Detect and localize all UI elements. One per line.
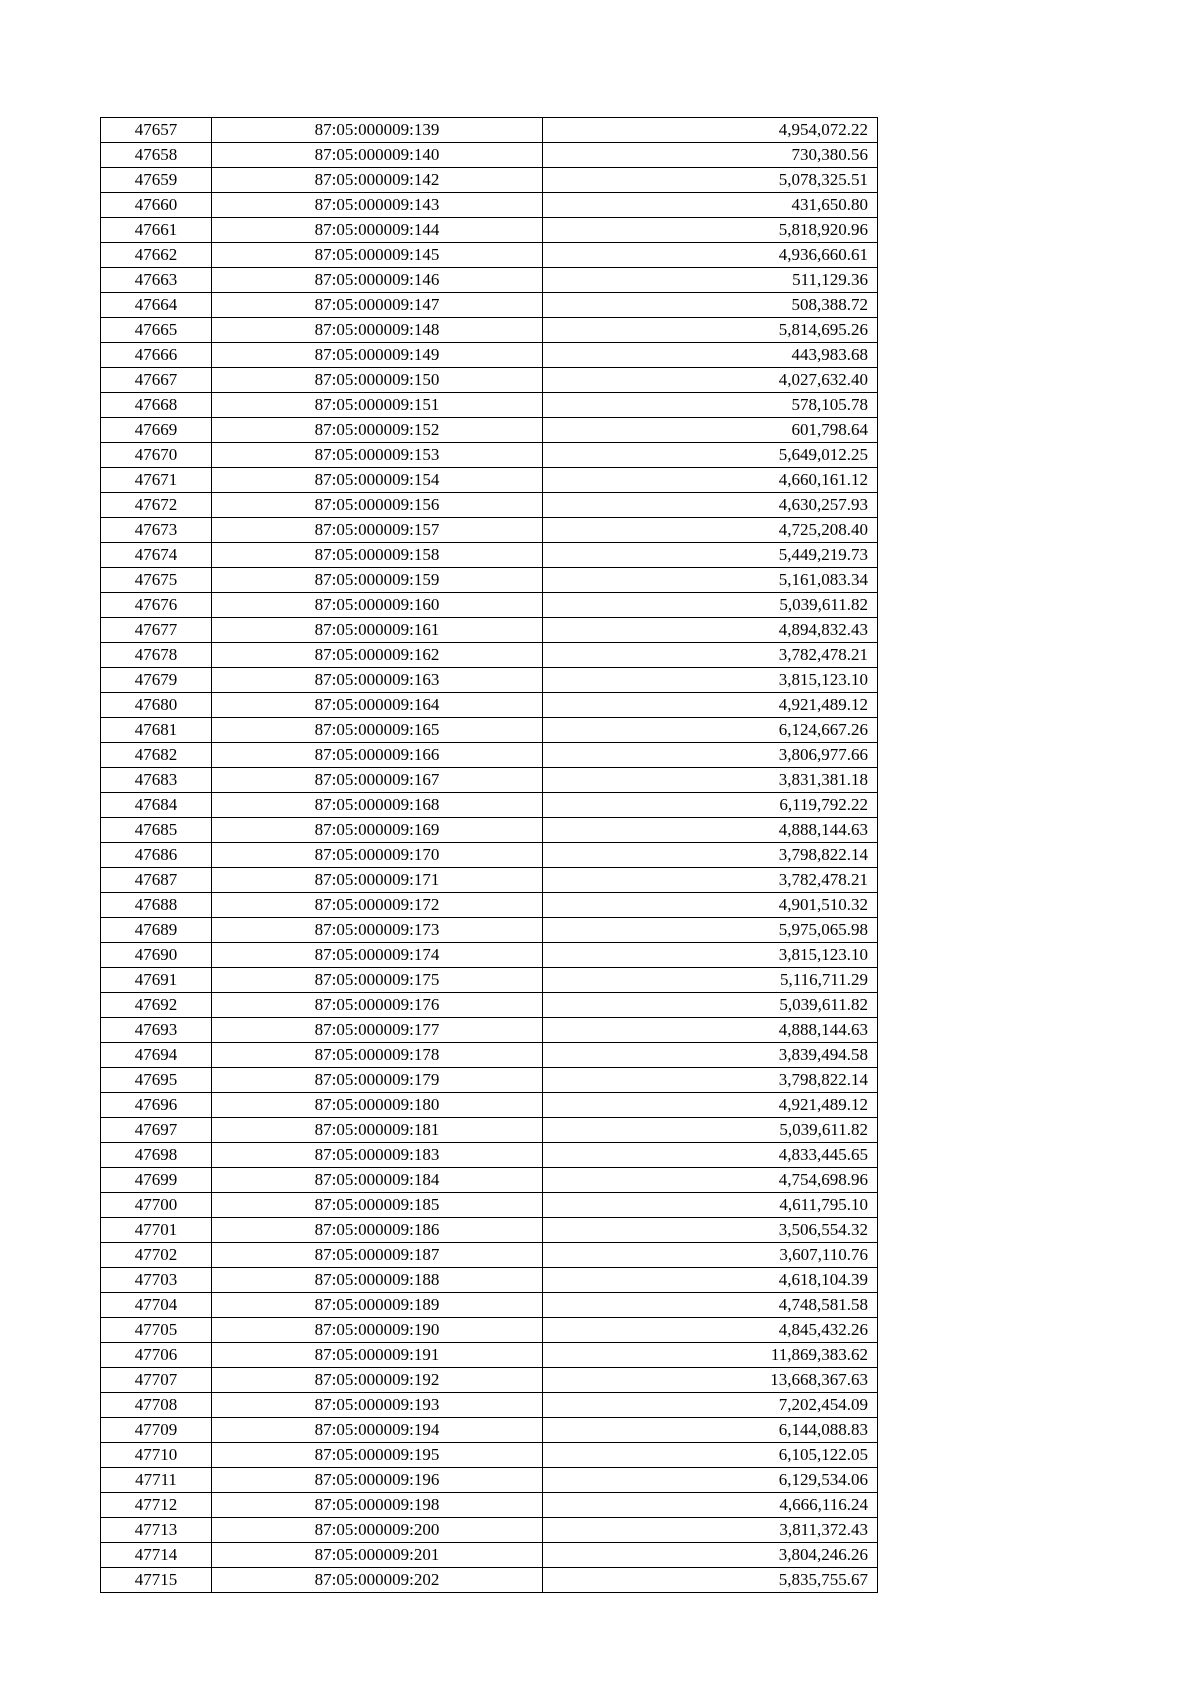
cadastral-number-cell: 87:05:000009:161 xyxy=(212,618,543,643)
row-number-cell: 47664 xyxy=(101,293,212,318)
cadastral-number-cell: 87:05:000009:177 xyxy=(212,1018,543,1043)
table-row xyxy=(101,1543,878,1568)
cadastral-value-cell: 4,888,144.63 xyxy=(543,818,878,843)
cadastral-value-cell: 4,894,832.43 xyxy=(543,618,878,643)
table-row xyxy=(101,793,878,818)
table-row xyxy=(101,1443,878,1468)
table-row xyxy=(101,1218,878,1243)
cadastral-number-cell: 87:05:000009:145 xyxy=(212,243,543,268)
cadastral-number-cell: 87:05:000009:153 xyxy=(212,443,543,468)
cadastral-number-cell: 87:05:000009:144 xyxy=(212,218,543,243)
row-number-cell: 47693 xyxy=(101,1018,212,1043)
cadastral-number-cell: 87:05:000009:179 xyxy=(212,1068,543,1093)
cadastral-value-cell: 4,921,489.12 xyxy=(543,1093,878,1118)
cadastral-number-cell: 87:05:000009:189 xyxy=(212,1293,543,1318)
row-number-cell: 47680 xyxy=(101,693,212,718)
row-number-cell: 47695 xyxy=(101,1068,212,1093)
cadastral-number-cell: 87:05:000009:184 xyxy=(212,1168,543,1193)
row-number-cell: 47711 xyxy=(101,1468,212,1493)
cadastral-number-cell: 87:05:000009:202 xyxy=(212,1568,543,1593)
table-row xyxy=(101,743,878,768)
row-number-cell: 47687 xyxy=(101,868,212,893)
cadastral-value-cell: 3,782,478.21 xyxy=(543,868,878,893)
cadastral-number-cell: 87:05:000009:195 xyxy=(212,1443,543,1468)
cadastral-value-cell: 7,202,454.09 xyxy=(543,1393,878,1418)
row-number-cell: 47701 xyxy=(101,1218,212,1243)
cadastral-value-cell: 4,660,161.12 xyxy=(543,468,878,493)
cadastral-number-cell: 87:05:000009:159 xyxy=(212,568,543,593)
cadastral-value-cell: 4,618,104.39 xyxy=(543,1268,878,1293)
cadastral-value-cell: 3,782,478.21 xyxy=(543,643,878,668)
row-number-cell: 47673 xyxy=(101,518,212,543)
cadastral-number-cell: 87:05:000009:140 xyxy=(212,143,543,168)
cadastral-number-cell: 87:05:000009:165 xyxy=(212,718,543,743)
cadastral-value-cell: 5,039,611.82 xyxy=(543,993,878,1018)
cadastral-number-cell: 87:05:000009:193 xyxy=(212,1393,543,1418)
row-number-cell: 47659 xyxy=(101,168,212,193)
row-number-cell: 47668 xyxy=(101,393,212,418)
cadastral-number-cell: 87:05:000009:178 xyxy=(212,1043,543,1068)
cadastral-value-cell: 5,835,755.67 xyxy=(543,1568,878,1593)
table-row xyxy=(101,1093,878,1118)
row-number-cell: 47708 xyxy=(101,1393,212,1418)
table-row xyxy=(101,1068,878,1093)
row-number-cell: 47672 xyxy=(101,493,212,518)
row-number-cell: 47662 xyxy=(101,243,212,268)
cadastral-value-cell: 4,954,072.22 xyxy=(543,118,878,143)
cadastral-value-cell: 4,833,445.65 xyxy=(543,1143,878,1168)
cadastral-value-cell: 6,129,534.06 xyxy=(543,1468,878,1493)
cadastral-number-cell: 87:05:000009:180 xyxy=(212,1093,543,1118)
table-row xyxy=(101,643,878,668)
table-row xyxy=(101,943,878,968)
cadastral-number-cell: 87:05:000009:150 xyxy=(212,368,543,393)
cadastral-number-cell: 87:05:000009:151 xyxy=(212,393,543,418)
row-number-cell: 47698 xyxy=(101,1143,212,1168)
cadastral-value-cell: 4,936,660.61 xyxy=(543,243,878,268)
cadastral-number-cell: 87:05:000009:174 xyxy=(212,943,543,968)
cadastral-value-cell: 511,129.36 xyxy=(543,268,878,293)
cadastral-number-cell: 87:05:000009:185 xyxy=(212,1193,543,1218)
table-row xyxy=(101,493,878,518)
cadastral-value-cell: 11,869,383.62 xyxy=(543,1343,878,1368)
row-number-cell: 47697 xyxy=(101,1118,212,1143)
cadastral-value-cell: 3,798,822.14 xyxy=(543,843,878,868)
cadastral-number-cell: 87:05:000009:158 xyxy=(212,543,543,568)
row-number-cell: 47663 xyxy=(101,268,212,293)
cadastral-number-cell: 87:05:000009:173 xyxy=(212,918,543,943)
cadastral-number-cell: 87:05:000009:167 xyxy=(212,768,543,793)
table-row xyxy=(101,1393,878,1418)
table-row xyxy=(101,1118,878,1143)
cadastral-value-cell: 4,888,144.63 xyxy=(543,1018,878,1043)
cadastral-value-cell: 5,649,012.25 xyxy=(543,443,878,468)
cadastral-value-cell: 3,798,822.14 xyxy=(543,1068,878,1093)
cadastral-value-cell: 4,725,208.40 xyxy=(543,518,878,543)
cadastral-value-cell: 5,078,325.51 xyxy=(543,168,878,193)
cadastral-number-cell: 87:05:000009:192 xyxy=(212,1368,543,1393)
cadastral-number-cell: 87:05:000009:181 xyxy=(212,1118,543,1143)
cadastral-value-cell: 4,845,432.26 xyxy=(543,1318,878,1343)
row-number-cell: 47692 xyxy=(101,993,212,1018)
cadastral-number-cell: 87:05:000009:168 xyxy=(212,793,543,818)
table-row xyxy=(101,1568,878,1593)
row-number-cell: 47675 xyxy=(101,568,212,593)
cadastral-number-cell: 87:05:000009:201 xyxy=(212,1543,543,1568)
cadastral-value-cell: 6,124,667.26 xyxy=(543,718,878,743)
cadastral-number-cell: 87:05:000009:148 xyxy=(212,318,543,343)
cadastral-number-cell: 87:05:000009:172 xyxy=(212,893,543,918)
table-row xyxy=(101,1243,878,1268)
row-number-cell: 47670 xyxy=(101,443,212,468)
row-number-cell: 47666 xyxy=(101,343,212,368)
table-row xyxy=(101,1293,878,1318)
cadastre-value-table xyxy=(100,117,878,1593)
row-number-cell: 47705 xyxy=(101,1318,212,1343)
table-row xyxy=(101,218,878,243)
cadastral-number-cell: 87:05:000009:188 xyxy=(212,1268,543,1293)
cadastral-number-cell: 87:05:000009:147 xyxy=(212,293,543,318)
cadastral-value-cell: 5,039,611.82 xyxy=(543,1118,878,1143)
row-number-cell: 47678 xyxy=(101,643,212,668)
row-number-cell: 47709 xyxy=(101,1418,212,1443)
cadastral-number-cell: 87:05:000009:171 xyxy=(212,868,543,893)
table-row xyxy=(101,918,878,943)
cadastral-value-cell: 3,506,554.32 xyxy=(543,1218,878,1243)
table-row xyxy=(101,518,878,543)
row-number-cell: 47676 xyxy=(101,593,212,618)
cadastral-value-cell: 3,804,246.26 xyxy=(543,1543,878,1568)
cadastral-number-cell: 87:05:000009:183 xyxy=(212,1143,543,1168)
cadastral-value-cell: 3,811,372.43 xyxy=(543,1518,878,1543)
cadastral-value-cell: 5,039,611.82 xyxy=(543,593,878,618)
row-number-cell: 47688 xyxy=(101,893,212,918)
table-row xyxy=(101,193,878,218)
cadastral-number-cell: 87:05:000009:187 xyxy=(212,1243,543,1268)
cadastral-value-cell: 4,901,510.32 xyxy=(543,893,878,918)
cadastral-value-cell: 5,814,695.26 xyxy=(543,318,878,343)
row-number-cell: 47707 xyxy=(101,1368,212,1393)
cadastral-number-cell: 87:05:000009:166 xyxy=(212,743,543,768)
cadastral-value-cell: 4,921,489.12 xyxy=(543,693,878,718)
table-row xyxy=(101,1368,878,1393)
row-number-cell: 47696 xyxy=(101,1093,212,1118)
table-row xyxy=(101,693,878,718)
cadastral-value-cell: 508,388.72 xyxy=(543,293,878,318)
table-row xyxy=(101,168,878,193)
table-row xyxy=(101,318,878,343)
cadastral-number-cell: 87:05:000009:154 xyxy=(212,468,543,493)
cadastral-number-cell: 87:05:000009:194 xyxy=(212,1418,543,1443)
cadastral-value-cell: 3,815,123.10 xyxy=(543,943,878,968)
row-number-cell: 47682 xyxy=(101,743,212,768)
row-number-cell: 47689 xyxy=(101,918,212,943)
table-body xyxy=(101,118,878,1593)
table-row xyxy=(101,543,878,568)
cadastral-number-cell: 87:05:000009:146 xyxy=(212,268,543,293)
row-number-cell: 47694 xyxy=(101,1043,212,1068)
cadastral-number-cell: 87:05:000009:152 xyxy=(212,418,543,443)
cadastral-value-cell: 4,630,257.93 xyxy=(543,493,878,518)
row-number-cell: 47669 xyxy=(101,418,212,443)
table-row xyxy=(101,843,878,868)
cadastral-number-cell: 87:05:000009:149 xyxy=(212,343,543,368)
table-row xyxy=(101,368,878,393)
table-row xyxy=(101,118,878,143)
cadastral-value-cell: 13,668,367.63 xyxy=(543,1368,878,1393)
row-number-cell: 47700 xyxy=(101,1193,212,1218)
row-number-cell: 47684 xyxy=(101,793,212,818)
cadastral-value-cell: 3,806,977.66 xyxy=(543,743,878,768)
row-number-cell: 47706 xyxy=(101,1343,212,1368)
table-row xyxy=(101,818,878,843)
table-row xyxy=(101,143,878,168)
row-number-cell: 47683 xyxy=(101,768,212,793)
cadastral-value-cell: 6,119,792.22 xyxy=(543,793,878,818)
table-row xyxy=(101,1268,878,1293)
row-number-cell: 47686 xyxy=(101,843,212,868)
row-number-cell: 47660 xyxy=(101,193,212,218)
cadastral-value-cell: 5,818,920.96 xyxy=(543,218,878,243)
cadastral-number-cell: 87:05:000009:160 xyxy=(212,593,543,618)
row-number-cell: 47713 xyxy=(101,1518,212,1543)
cadastral-value-cell: 3,839,494.58 xyxy=(543,1043,878,1068)
cadastral-number-cell: 87:05:000009:170 xyxy=(212,843,543,868)
table-row xyxy=(101,268,878,293)
row-number-cell: 47710 xyxy=(101,1443,212,1468)
table-row xyxy=(101,418,878,443)
cadastral-value-cell: 4,027,632.40 xyxy=(543,368,878,393)
table-row xyxy=(101,1168,878,1193)
row-number-cell: 47704 xyxy=(101,1293,212,1318)
table-row xyxy=(101,393,878,418)
cadastral-value-cell: 431,650.80 xyxy=(543,193,878,218)
cadastral-value-cell: 6,105,122.05 xyxy=(543,1443,878,1468)
row-number-cell: 47712 xyxy=(101,1493,212,1518)
table-row xyxy=(101,443,878,468)
table-row xyxy=(101,343,878,368)
table-row xyxy=(101,1468,878,1493)
table-row xyxy=(101,1043,878,1068)
cadastral-number-cell: 87:05:000009:191 xyxy=(212,1343,543,1368)
table-row xyxy=(101,1518,878,1543)
row-number-cell: 47674 xyxy=(101,543,212,568)
row-number-cell: 47691 xyxy=(101,968,212,993)
cadastral-value-cell: 3,815,123.10 xyxy=(543,668,878,693)
row-number-cell: 47667 xyxy=(101,368,212,393)
table-row xyxy=(101,468,878,493)
table-row xyxy=(101,993,878,1018)
row-number-cell: 47715 xyxy=(101,1568,212,1593)
table-row xyxy=(101,893,878,918)
cadastral-number-cell: 87:05:000009:176 xyxy=(212,993,543,1018)
cadastral-value-cell: 3,607,110.76 xyxy=(543,1243,878,1268)
cadastral-number-cell: 87:05:000009:162 xyxy=(212,643,543,668)
table-row xyxy=(101,1193,878,1218)
cadastral-value-cell: 601,798.64 xyxy=(543,418,878,443)
cadastral-number-cell: 87:05:000009:196 xyxy=(212,1468,543,1493)
table-row xyxy=(101,243,878,268)
table-row xyxy=(101,1493,878,1518)
cadastral-number-cell: 87:05:000009:164 xyxy=(212,693,543,718)
cadastral-value-cell: 5,116,711.29 xyxy=(543,968,878,993)
table-row xyxy=(101,968,878,993)
cadastral-value-cell: 5,449,219.73 xyxy=(543,543,878,568)
row-number-cell: 47685 xyxy=(101,818,212,843)
cadastral-value-cell: 4,611,795.10 xyxy=(543,1193,878,1218)
cadastral-number-cell: 87:05:000009:198 xyxy=(212,1493,543,1518)
cadastral-number-cell: 87:05:000009:169 xyxy=(212,818,543,843)
cadastral-value-cell: 4,754,698.96 xyxy=(543,1168,878,1193)
cadastral-value-cell: 4,748,581.58 xyxy=(543,1293,878,1318)
cadastral-number-cell: 87:05:000009:190 xyxy=(212,1318,543,1343)
table-row xyxy=(101,868,878,893)
cadastral-value-cell: 4,666,116.24 xyxy=(543,1493,878,1518)
table-row xyxy=(101,668,878,693)
row-number-cell: 47681 xyxy=(101,718,212,743)
cadastral-number-cell: 87:05:000009:163 xyxy=(212,668,543,693)
row-number-cell: 47699 xyxy=(101,1168,212,1193)
row-number-cell: 47702 xyxy=(101,1243,212,1268)
row-number-cell: 47671 xyxy=(101,468,212,493)
cadastral-number-cell: 87:05:000009:175 xyxy=(212,968,543,993)
table-row xyxy=(101,768,878,793)
cadastral-value-cell: 578,105.78 xyxy=(543,393,878,418)
cadastral-value-cell: 5,975,065.98 xyxy=(543,918,878,943)
row-number-cell: 47690 xyxy=(101,943,212,968)
cadastral-value-cell: 3,831,381.18 xyxy=(543,768,878,793)
cadastral-number-cell: 87:05:000009:157 xyxy=(212,518,543,543)
cadastral-value-cell: 5,161,083.34 xyxy=(543,568,878,593)
table-row xyxy=(101,1318,878,1343)
cadastral-number-cell: 87:05:000009:142 xyxy=(212,168,543,193)
cadastral-number-cell: 87:05:000009:186 xyxy=(212,1218,543,1243)
row-number-cell: 47677 xyxy=(101,618,212,643)
row-number-cell: 47714 xyxy=(101,1543,212,1568)
cadastral-number-cell: 87:05:000009:143 xyxy=(212,193,543,218)
row-number-cell: 47679 xyxy=(101,668,212,693)
cadastral-value-cell: 730,380.56 xyxy=(543,143,878,168)
table-row xyxy=(101,1018,878,1043)
table-row xyxy=(101,1418,878,1443)
row-number-cell: 47658 xyxy=(101,143,212,168)
table-row xyxy=(101,293,878,318)
row-number-cell: 47657 xyxy=(101,118,212,143)
cadastral-number-cell: 87:05:000009:156 xyxy=(212,493,543,518)
cadastral-number-cell: 87:05:000009:139 xyxy=(212,118,543,143)
row-number-cell: 47661 xyxy=(101,218,212,243)
cadastral-value-cell: 443,983.68 xyxy=(543,343,878,368)
cadastral-number-cell: 87:05:000009:200 xyxy=(212,1518,543,1543)
table-row xyxy=(101,1343,878,1368)
table-row xyxy=(101,568,878,593)
table-row xyxy=(101,1143,878,1168)
row-number-cell: 47703 xyxy=(101,1268,212,1293)
row-number-cell: 47665 xyxy=(101,318,212,343)
cadastral-value-cell: 6,144,088.83 xyxy=(543,1418,878,1443)
table-row xyxy=(101,593,878,618)
table-row xyxy=(101,718,878,743)
table-row xyxy=(101,618,878,643)
